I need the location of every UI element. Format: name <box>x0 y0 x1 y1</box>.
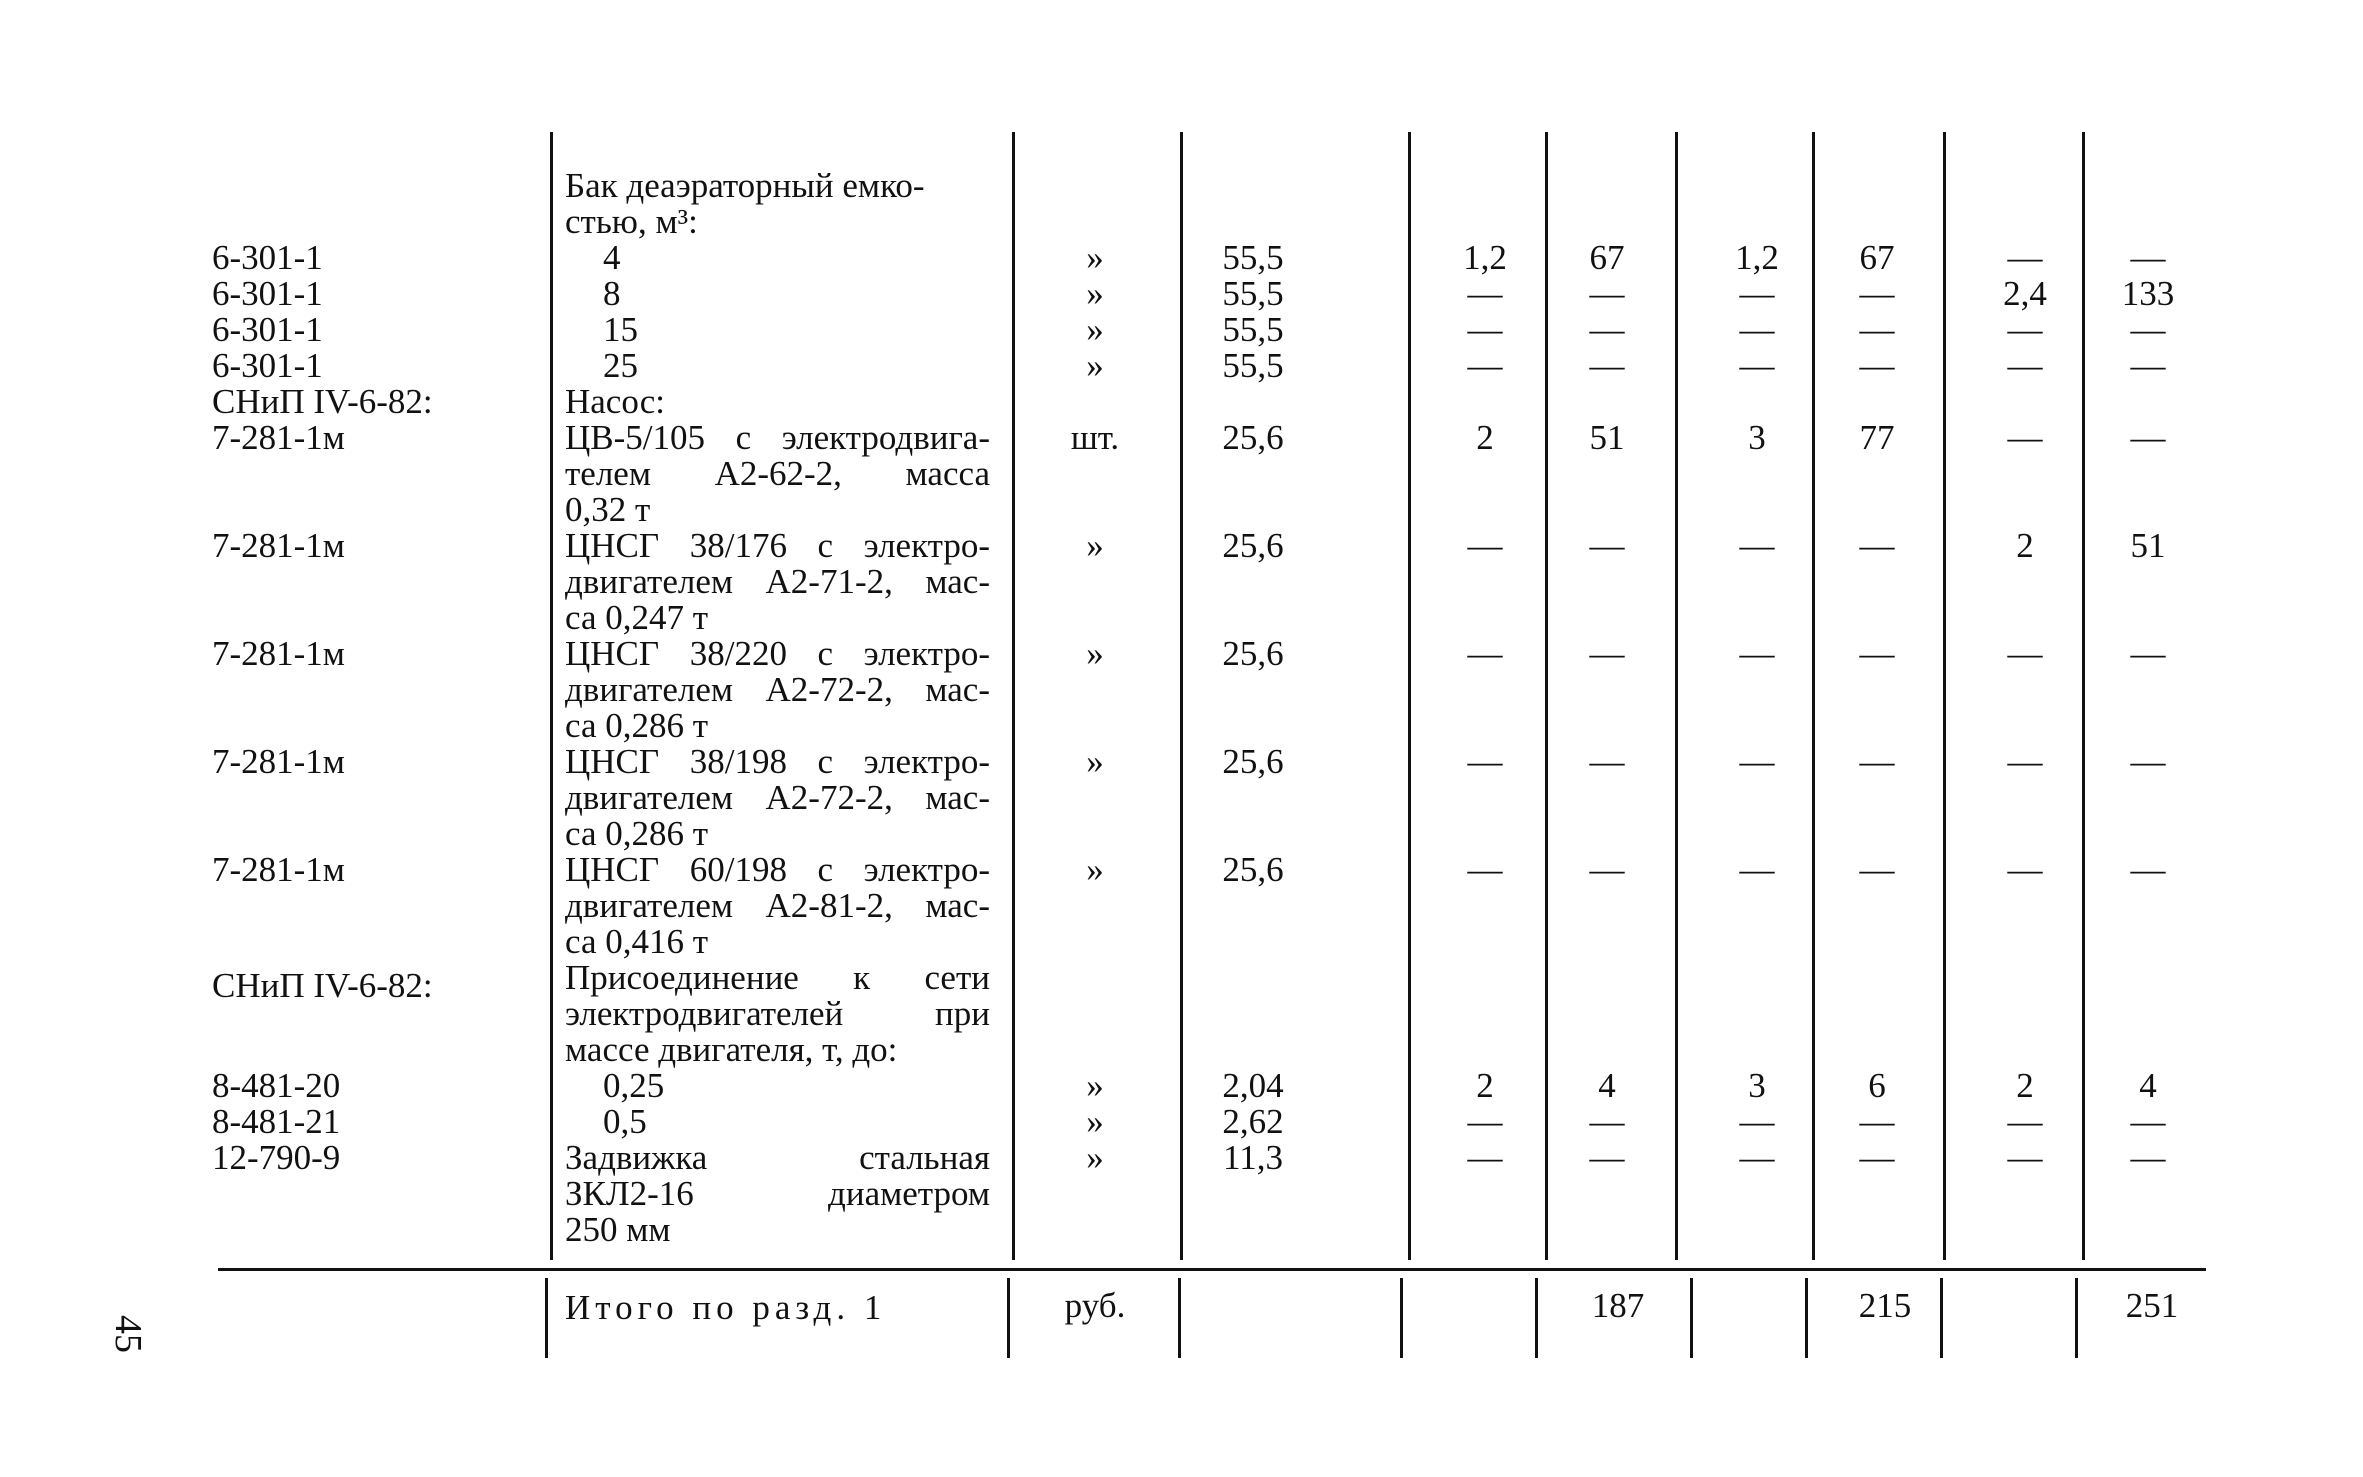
row-price: 11,3 <box>1223 1138 1283 1177</box>
row-code: 7-281-1м <box>212 850 345 889</box>
total-value: 251 <box>2125 1286 2179 1325</box>
row-description-line: 0,25 <box>603 1066 665 1105</box>
row-description-line: ЦНСГ 38/176 с электро- <box>565 526 990 565</box>
row-value: — <box>1467 634 1503 673</box>
row-description-line: 15 <box>603 310 638 349</box>
row-value: — <box>1589 274 1625 313</box>
column-rule <box>545 1278 548 1358</box>
row-value: — <box>1859 742 1895 781</box>
row-price: 25,6 <box>1222 742 1284 781</box>
row-value: — <box>1589 1102 1625 1141</box>
row-value: — <box>2130 310 2166 349</box>
row-value: — <box>1859 526 1895 565</box>
row-value: — <box>1739 310 1775 349</box>
row-value: — <box>2130 634 2166 673</box>
column-rule <box>1400 1278 1403 1358</box>
row-code: СНиП IV-6-82: <box>212 966 433 1005</box>
row-value: — <box>2130 346 2166 385</box>
row-code: 7-281-1м <box>212 634 345 673</box>
row-description-line: двигателем А2-72-2, мас- <box>565 778 990 817</box>
row-value: 133 <box>2121 274 2175 313</box>
row-value: — <box>2007 1102 2043 1141</box>
row-value: — <box>2007 238 2043 277</box>
row-value: — <box>1589 310 1625 349</box>
row-unit: » <box>1086 1102 1104 1141</box>
row-value: — <box>1589 742 1625 781</box>
row-value: — <box>2007 310 2043 349</box>
row-value: 77 <box>1859 418 1895 457</box>
row-value: 4 <box>2139 1066 2157 1105</box>
row-value: — <box>1859 634 1895 673</box>
row-code: СНиП IV-6-82: <box>212 382 433 421</box>
row-code: 6-301-1 <box>212 346 323 385</box>
row-unit: » <box>1086 346 1104 385</box>
row-value: — <box>1589 346 1625 385</box>
row-unit: » <box>1086 634 1104 673</box>
row-value: — <box>1859 310 1895 349</box>
row-description-line: стью, м³: <box>565 202 698 241</box>
row-description-line: 0,5 <box>603 1102 647 1141</box>
row-value: 2,4 <box>2003 274 2047 313</box>
row-unit: » <box>1086 274 1104 313</box>
row-value: — <box>1739 742 1775 781</box>
column-rule <box>1805 1278 1808 1358</box>
row-value: — <box>2130 1102 2166 1141</box>
row-value: — <box>1739 274 1775 313</box>
row-description-line: ЦВ-5/105 с электродвига- <box>565 418 990 457</box>
row-value: — <box>2007 634 2043 673</box>
row-value: — <box>1739 526 1775 565</box>
row-value: — <box>2007 850 2043 889</box>
row-code: 7-281-1м <box>212 526 345 565</box>
row-price: 55,5 <box>1222 310 1284 349</box>
column-rule <box>1690 1278 1693 1358</box>
row-value: 1,2 <box>1463 238 1507 277</box>
row-value: 2 <box>1476 418 1494 457</box>
row-description-line: са 0,416 т <box>565 922 709 961</box>
row-unit: » <box>1086 850 1104 889</box>
row-description-line: двигателем А2-71-2, мас- <box>565 562 990 601</box>
row-value: — <box>1859 1102 1895 1141</box>
row-value: 1,2 <box>1735 238 1779 277</box>
row-value: — <box>1739 1138 1775 1177</box>
row-price: 55,5 <box>1222 274 1284 313</box>
column-rule <box>1545 132 1548 1260</box>
total-unit: руб. <box>1064 1286 1126 1325</box>
row-price: 25,6 <box>1222 634 1284 673</box>
row-description-line: 0,32 т <box>565 490 651 529</box>
column-rule <box>1012 132 1015 1260</box>
row-value: 2 <box>1476 1066 1494 1105</box>
row-price: 2,62 <box>1222 1102 1284 1141</box>
row-value: — <box>1467 526 1503 565</box>
row-value: — <box>1467 742 1503 781</box>
row-value: 51 <box>2130 526 2166 565</box>
row-value: — <box>1739 634 1775 673</box>
column-rule <box>2082 132 2085 1260</box>
row-description-line: Задвижка стальная <box>565 1138 990 1177</box>
row-value: 3 <box>1748 1066 1766 1105</box>
row-unit: » <box>1086 742 1104 781</box>
column-rule <box>1940 1278 1943 1358</box>
row-value: 67 <box>1859 238 1895 277</box>
row-description-line: 4 <box>603 238 621 277</box>
row-unit: » <box>1086 526 1104 565</box>
row-code: 8-481-21 <box>212 1102 341 1141</box>
row-description-line: электродвигателей при <box>565 994 990 1033</box>
column-rule <box>1943 132 1946 1260</box>
row-code: 6-301-1 <box>212 310 323 349</box>
column-rule <box>1178 1278 1181 1358</box>
row-value: — <box>2007 418 2043 457</box>
row-value: — <box>1467 346 1503 385</box>
row-price: 25,6 <box>1222 418 1284 457</box>
row-value: — <box>2007 1138 2043 1177</box>
row-value: — <box>1467 1138 1503 1177</box>
row-description-line: ЦНСГ 60/198 с электро- <box>565 850 990 889</box>
total-separator <box>218 1268 2206 1271</box>
row-unit: » <box>1086 310 1104 349</box>
row-value: — <box>1739 1102 1775 1141</box>
row-description-line: двигателем А2-81-2, мас- <box>565 886 990 925</box>
row-value: — <box>1859 850 1895 889</box>
row-value: — <box>1859 1138 1895 1177</box>
row-value: — <box>1589 634 1625 673</box>
row-value: — <box>2007 346 2043 385</box>
row-value: — <box>2130 850 2166 889</box>
row-price: 55,5 <box>1222 346 1284 385</box>
row-description-line: са 0,247 т <box>565 598 709 637</box>
row-value: 2 <box>2016 1066 2034 1105</box>
row-code: 12-790-9 <box>212 1138 341 1177</box>
page-number: 45 <box>107 1315 149 1353</box>
row-price: 2,04 <box>1222 1066 1284 1105</box>
row-description-line: ЦНСГ 38/220 с электро- <box>565 634 990 673</box>
row-value: — <box>1739 346 1775 385</box>
row-description-line: ЗКЛ2-16 диаметром <box>565 1174 990 1213</box>
row-description-line: двигателем А2-72-2, мас- <box>565 670 990 709</box>
row-description-line: 250 мм <box>565 1210 671 1249</box>
row-value: — <box>1467 1102 1503 1141</box>
row-code: 8-481-20 <box>212 1066 341 1105</box>
row-description-line: са 0,286 т <box>565 706 709 745</box>
row-code: 6-301-1 <box>212 238 323 277</box>
row-description-line: массе двигателя, т, до: <box>565 1030 898 1069</box>
row-value: — <box>1589 850 1625 889</box>
row-price: 25,6 <box>1222 526 1284 565</box>
row-value: 67 <box>1589 238 1625 277</box>
row-value: — <box>2007 742 2043 781</box>
row-value: — <box>1589 526 1625 565</box>
column-rule <box>1408 132 1411 1260</box>
row-unit: » <box>1086 1138 1104 1177</box>
row-description-line: 8 <box>603 274 621 313</box>
row-unit: шт. <box>1070 418 1120 457</box>
column-rule <box>1180 132 1183 1260</box>
row-value: — <box>1859 274 1895 313</box>
column-rule <box>1812 132 1815 1260</box>
row-value: 51 <box>1589 418 1625 457</box>
column-rule <box>1675 132 1678 1260</box>
column-rule <box>550 132 553 1260</box>
row-value: 3 <box>1748 418 1766 457</box>
total-value: 187 <box>1591 1286 1645 1325</box>
row-value: 2 <box>2016 526 2034 565</box>
row-unit: » <box>1086 1066 1104 1105</box>
row-price: 25,6 <box>1222 850 1284 889</box>
row-value: — <box>1859 346 1895 385</box>
column-rule <box>2075 1278 2078 1358</box>
row-value: — <box>1467 310 1503 349</box>
row-code: 7-281-1м <box>212 742 345 781</box>
row-value: 4 <box>1598 1066 1616 1105</box>
row-value: — <box>1739 850 1775 889</box>
column-rule <box>1007 1278 1010 1358</box>
row-price: 55,5 <box>1222 238 1284 277</box>
row-value: — <box>2130 418 2166 457</box>
row-value: — <box>1467 850 1503 889</box>
row-description-line: Насос: <box>565 382 665 421</box>
row-code: 7-281-1м <box>212 418 345 457</box>
row-value: — <box>2130 742 2166 781</box>
row-value: — <box>1589 1138 1625 1177</box>
row-value: — <box>1467 274 1503 313</box>
column-rule <box>1535 1278 1538 1358</box>
row-code: 6-301-1 <box>212 274 323 313</box>
row-description-line: ЦНСГ 38/198 с электро- <box>565 742 990 781</box>
row-value: — <box>2130 1138 2166 1177</box>
row-unit: » <box>1086 238 1104 277</box>
row-value: 6 <box>1868 1066 1886 1105</box>
total-label: Итого по разд. 1 <box>565 1288 887 1327</box>
row-description-line: са 0,286 т <box>565 814 709 853</box>
row-description-line: Присоединение к сети <box>565 958 990 997</box>
row-description-line: Бак деаэраторный емко- <box>565 166 925 205</box>
row-description-line: 25 <box>603 346 638 385</box>
total-value: 215 <box>1858 1286 1912 1325</box>
row-value: — <box>2130 238 2166 277</box>
row-description-line: телем А2-62-2, масса <box>565 454 990 493</box>
